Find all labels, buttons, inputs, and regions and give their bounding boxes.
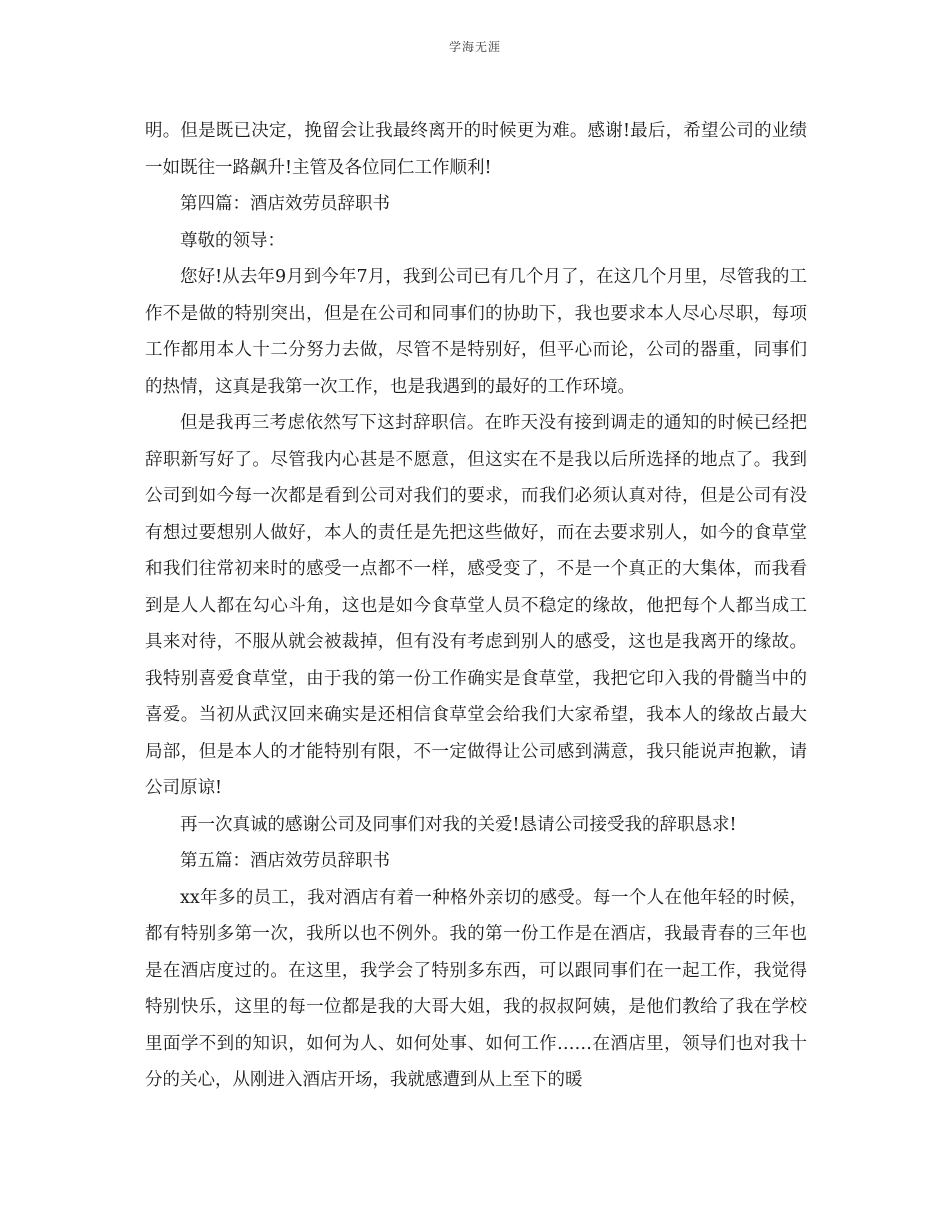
page-header: 学海无涯	[448, 40, 501, 54]
document-body	[145, 113, 807, 1099]
paragraph-continuation: 明。但是既已决定，挽留会让我最终离开的时候更为难。感谢!最后，希望公司的业绩一如既往一路飙升!主管及各位同仁工作顺利!	[145, 121, 807, 178]
section-heading-5: 第五篇：酒店效劳员辞职书	[180, 851, 390, 871]
paragraph: xx年多的员工，我对酒店有着一种格外亲切的感受。每一个人在他年轻的时候，都有特别多第一次，我所以也不例外。我的第一份工作是在酒店，我最青春的三年也是在酒店度过的。在这里，我学会了特别多东西，可以跟同事们在一起工作，我觉得特别快乐，这里的每一位都是我的大哥大姐，我的叔叔阿姨，是他们教给了我在学校里面学不到的知识，如何为人、如何处事、如何工作……在酒店里，领导们也对我十分的关心，从刚进入酒店开场，我就感遭到从上至下的暖	[145, 887, 807, 1090]
salutation: 尊敬的领导：	[180, 230, 285, 251]
paragraph: 但是我再三考虑依然写下这封辞职信。在昨天没有接到调走的通知的时候已经把辞职新写好了。尽管我内心甚是不愿意，但这实在不是我以后所选择的地点了。我到公司到如今每一次都是看到公司对我们的要求，而我们必须认真对待，但是公司有没有想过要想别人做好，本人的责任是先把这些做好，而在去要求别人，如今的食草堂和我们往常初来时的感受一点都不一样，感受变了，不是一个真正的大集体，而我看到是人人都在勾心斗角，这也是如今食草堂人员不稳定的缘故，他把每个人都当成工具来对待，不服从就会被裁掉，但有没有考虑到别人的感受，这也是我离开的缘故。我特别喜爱食草堂，由于我的第一份工作确实是食草堂，我把它印入我的骨髓当中的喜爱。当初从武汉回来确实是还相信食草堂会给我们大家希望，我本人的缘故占最大局部，但是本人的才能特别有限，不一定做得让公司感到满意，我只能说声抱歉，请公司原谅!	[145, 413, 807, 798]
paragraph: 您好!从去年9月到今年7月，我到公司已有几个月了，在这几个月里，尽管我的工作不是做的特别突出，但是在公司和同事们的协助下，我也要求本人尽心尽职，每项工作都用本人十二分努力去做，尽管不是特别好，但平心而论，公司的器重，同事们的热情，这真是我第一次工作，也是我遇到的最好的工作环境。	[145, 267, 807, 397]
section-heading-4: 第四篇：酒店效劳员辞职书	[180, 194, 390, 214]
paragraph: 再一次真诚的感谢公司及同事们对我的关爱!恳请公司接受我的辞职恳求!	[180, 814, 737, 835]
